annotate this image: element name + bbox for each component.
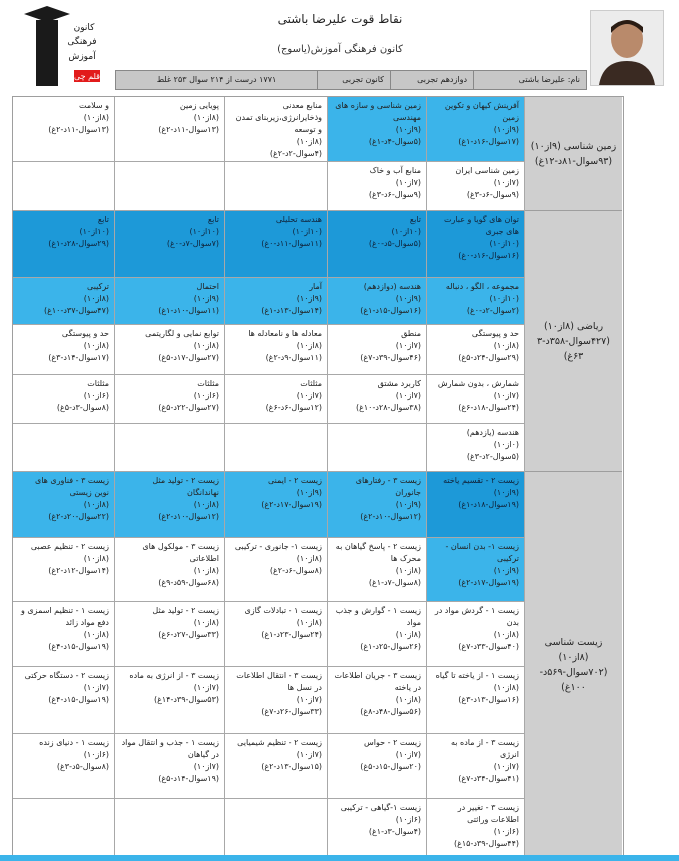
topic-score: (۸از۱۰)	[193, 341, 219, 350]
topic-cell	[427, 472, 525, 538]
topic-score: (۶از۱۰)	[395, 815, 421, 824]
topic-counts: (۱۹سوال-۱۸د-۱غ)	[458, 500, 519, 509]
topic-score: (۱۰از۱۰)	[489, 294, 519, 303]
topic-counts: (۱۷سوال-۱۶د-۱غ)	[458, 137, 519, 146]
topic-cell	[115, 424, 225, 472]
topic-counts: (۴۴سوال-۳۹د-۱۵غ)	[453, 839, 519, 848]
topic-score: (۷از۱۰)	[493, 762, 519, 771]
topic-score: (۷از۱۰)	[296, 750, 322, 759]
topic-cell	[13, 667, 115, 734]
topic-score: (۷از۱۰)	[493, 391, 519, 400]
topic-name: منابع معدنی وذخایرانرژی،زیربنای تمدن و توسعه	[235, 101, 322, 134]
topic-counts: (۶۸سوال-۵۹د-۹غ)	[158, 578, 219, 587]
topic-cell	[427, 424, 525, 472]
topic-cell	[225, 162, 328, 211]
topic-counts: (۸سوال-۷د-۱غ)	[368, 578, 421, 587]
topic-counts: (۹سوال-۶د-۳غ)	[466, 190, 519, 199]
topic-name: ترکیبی	[87, 282, 109, 291]
topic-counts: (۱۹سوال-۱۴د-۵غ)	[158, 774, 219, 783]
svg-text:قلم چی: قلم چی	[74, 72, 100, 81]
topic-score: (۷از۱۰)	[296, 695, 322, 704]
topic-score: (۷از۱۰)	[193, 683, 219, 692]
topic-name: زیست ۲ - پاسخ گیاهان به محرک ها	[335, 542, 421, 563]
topic-name: زیست ۲ - تنظیم شیمیایی	[237, 738, 322, 747]
topic-counts: (۵۳سوال-۳۹د-۱۴غ)	[153, 695, 219, 704]
topic-name: کاربرد مشتق	[377, 379, 421, 388]
topic-cell	[225, 602, 328, 667]
topic-name: احتمال	[196, 282, 219, 291]
topic-name: زیست ۳ - فناوری های نوین زیستی	[34, 476, 109, 497]
topic-cell	[427, 325, 525, 375]
topic-name: منطق	[401, 329, 421, 338]
topic-counts: (۵سوال-۴د-۱غ)	[368, 137, 421, 146]
topic-name: زیست ۳ - جریان اطلاعات در یاخته	[334, 671, 421, 692]
topic-name: هندسه (یازدهم)	[466, 428, 519, 437]
topic-counts: (۴۱سوال-۳۴د-۷غ)	[458, 774, 519, 783]
student-avatar	[590, 10, 664, 86]
student-info-bar	[115, 70, 587, 90]
topic-counts: (۹سوال-۶د-۳غ)	[368, 190, 421, 199]
topic-cell	[225, 375, 328, 424]
topic-score: (۹از۱۰)	[296, 294, 322, 303]
topic-name: زیست ۱ - تبادلات گازی	[244, 606, 322, 615]
topic-counts: (۱۲سوال-۱۰د-۲غ)	[360, 512, 421, 521]
topic-counts: (۴سوال-۳د-۱غ)	[368, 827, 421, 836]
topic-score: (۱۰از۱۰)	[391, 227, 421, 236]
topic-score: (۶از۱۰)	[83, 391, 109, 400]
topic-score: (۸از۱۰)	[193, 618, 219, 627]
page-title: نقاط قوت علیرضا باشتی	[277, 12, 403, 26]
topic-name: زمین شناسی و سازه های مهندسی	[335, 101, 421, 122]
topic-cell	[13, 799, 115, 858]
student-grade: دوازدهم تجربی	[390, 71, 473, 89]
topic-counts: (۱۶سوال-۱۳د-۳غ)	[458, 695, 519, 704]
topic-score: (۸از۱۰)	[193, 500, 219, 509]
topic-score: (۹از۱۰)	[395, 500, 421, 509]
topic-cell	[13, 97, 115, 162]
topic-name: زیست ۱ - جذب و انتقال مواد در گیاهان	[121, 738, 219, 759]
topic-name: زیست ۳ - رفتارهای جانوران	[355, 476, 421, 497]
topic-name: زیست ۲ - تولید مثل نهاندانگان	[152, 476, 219, 497]
topic-name: تابع	[97, 215, 109, 224]
topic-cell	[328, 97, 427, 162]
topic-name: زیست ۳ - انتقال اطلاعات در نسل ها	[236, 671, 322, 692]
topic-cell	[225, 424, 328, 472]
topic-cell	[13, 734, 115, 799]
topic-cell	[427, 375, 525, 424]
topic-counts: (۴سوال-۲د-۲غ)	[269, 149, 322, 158]
topic-counts: (۱۱سوال-۱۱د-۰غ)	[261, 239, 322, 248]
topic-cell	[115, 602, 225, 667]
student-field: کانون تجربی	[317, 71, 390, 89]
topic-name: زیست ۱- بدن انسان - ترکیبی	[445, 542, 519, 563]
topic-score: (۸از۱۰)	[296, 554, 322, 563]
topic-cell	[427, 799, 525, 858]
topic-score: (۸از۱۰)	[296, 341, 322, 350]
topic-name: هندسه تحلیلی	[275, 215, 322, 224]
topic-counts: (۱۶سوال-۱۵د-۱غ)	[360, 306, 421, 315]
topic-score: (۸از۱۰)	[395, 630, 421, 639]
topic-counts: (۱۹سوال-۱۵د-۴غ)	[48, 695, 109, 704]
topic-score: (۱۰از۱۰)	[292, 227, 322, 236]
overall-stats: ۱۷۷۱ درست از ۲۱۴ سوال ۲۵۳ غلط	[156, 75, 277, 84]
topic-counts: (۱۹سوال-۱۷د-۲غ)	[458, 578, 519, 587]
svg-text:فرهنگی: فرهنگی	[67, 37, 97, 47]
topic-cell	[328, 472, 427, 538]
topic-counts: (۸سوال-۶د-۲غ)	[269, 566, 322, 575]
topic-cell	[427, 278, 525, 325]
topic-name: مثلثات	[87, 379, 109, 388]
topic-cell	[328, 799, 427, 858]
topic-cell	[328, 278, 427, 325]
kanoon-logo	[14, 4, 102, 88]
topic-score: (۶از۱۰)	[83, 750, 109, 759]
topic-name: حد و پیوستگی	[61, 329, 109, 338]
topic-score: (۸از۱۰)	[296, 618, 322, 627]
topic-score: (۸از۱۰)	[83, 294, 109, 303]
topic-cell	[225, 472, 328, 538]
topic-score: (۱۰از۱۰)	[79, 227, 109, 236]
topic-score: (۸از۱۰)	[493, 683, 519, 692]
topic-counts: (۲۹سوال-۲۸د-۱غ)	[48, 239, 109, 248]
topic-cell	[13, 162, 115, 211]
topic-cell	[328, 538, 427, 602]
topic-name: زیست ۱ - گوارش و جذب مواد	[335, 606, 421, 627]
topic-cell	[13, 375, 115, 424]
topic-cell	[427, 162, 525, 211]
strengths-table	[12, 96, 624, 859]
topic-name: زیست ۲ - تنظیم عصبی	[30, 542, 109, 551]
topic-cell	[328, 162, 427, 211]
svg-text:کانون: کانون	[73, 23, 95, 33]
topic-name: حد و پیوستگی	[471, 329, 519, 338]
topic-counts: (۸سوال-۳د-۵غ)	[56, 403, 109, 412]
topic-cell	[328, 211, 427, 278]
topic-counts: (۴۷سوال-۳۷د-۱۰غ)	[43, 306, 109, 315]
topic-counts: (۵۶سوال-۴۸د-۸غ)	[360, 707, 421, 716]
topic-counts: (۱۲سوال-۱۰د-۲غ)	[158, 512, 219, 521]
topic-counts: (۳۳سوال-۲۷د-۶غ)	[158, 630, 219, 639]
topic-counts: (۱۳سوال-۱۱د-۲غ)	[158, 125, 219, 134]
topic-cell	[225, 799, 328, 858]
topic-name: پویایی زمین	[179, 101, 219, 110]
topic-counts: (۱۵سوال-۱۳د-۲غ)	[261, 762, 322, 771]
topic-name: زیست ۱- جانوری - ترکیبی	[234, 542, 322, 551]
topic-cell	[427, 734, 525, 799]
topic-counts: (۱۴سوال-۱۲د-۲غ)	[48, 566, 109, 575]
topic-counts: (۱۶سوال-۱۶د-۰غ)	[458, 251, 519, 260]
topic-counts: (۱۴سوال-۱۳د-۱غ)	[261, 306, 322, 315]
topic-counts: (۴۰سوال-۳۳د-۷غ)	[458, 642, 519, 651]
topic-name: مجموعه ، الگو ، دنباله	[445, 282, 519, 291]
topic-score: (۶از۱۰)	[193, 391, 219, 400]
topic-cell	[427, 211, 525, 278]
topic-name: توابع نمایی و لگاریتمی	[145, 329, 219, 338]
topic-score: (۸از۱۰)	[83, 554, 109, 563]
topic-cell	[115, 472, 225, 538]
topic-score: (۷از۱۰)	[193, 762, 219, 771]
topic-score: (۱۰از۱۰)	[189, 227, 219, 236]
topic-score: (۹از۱۰)	[395, 125, 421, 134]
topic-score: (۹از۱۰)	[296, 488, 322, 497]
topic-name: هندسه (دوازدهم)	[363, 282, 421, 291]
topic-name: تابع	[207, 215, 219, 224]
student-name: نام: علیرضا باشتی	[473, 71, 586, 89]
topic-name: زیست ۱ - تنظیم اسمزی و دفع مواد زائد	[20, 606, 109, 627]
topic-score: (۹از۱۰)	[193, 294, 219, 303]
topic-counts: (۱۱سوال-۱۰د-۱غ)	[158, 306, 219, 315]
topic-name: زیست ۲ - تولید مثل	[152, 606, 219, 615]
topic-score: (۸از۱۰)	[296, 137, 322, 146]
topic-name: زیست ۱ - گردش مواد در بدن	[434, 606, 519, 627]
topic-counts: (۱۷سوال-۱۴د-۳غ)	[48, 353, 109, 362]
topic-name: و سلامت	[78, 101, 109, 110]
topic-cell	[115, 211, 225, 278]
topic-cell	[115, 375, 225, 424]
topic-counts: (۳۳سوال-۲۶د-۷غ)	[261, 707, 322, 716]
topic-score: (۷از۱۰)	[395, 178, 421, 187]
topic-score: (۸از۱۰)	[83, 341, 109, 350]
topic-cell	[115, 538, 225, 602]
topic-counts: (۵سوال-۲د-۳غ)	[466, 452, 519, 461]
topic-score: (۰از۱۰)	[493, 440, 519, 449]
topic-counts: (۱۱سوال-۹د-۲غ)	[265, 353, 322, 362]
topic-name: زیست ۳ - مولکول های اطلاعاتی	[142, 542, 219, 563]
bottom-strip	[0, 855, 679, 861]
topic-cell	[13, 325, 115, 375]
topic-cell	[427, 667, 525, 734]
topic-cell	[115, 667, 225, 734]
topic-cell	[13, 538, 115, 602]
topic-cell	[115, 799, 225, 858]
topic-cell	[328, 667, 427, 734]
topic-score: (۷از۱۰)	[493, 178, 519, 187]
topic-score: (۷از۱۰)	[395, 391, 421, 400]
topic-counts: (۲۰سوال-۱۵د-۵غ)	[360, 762, 421, 771]
topic-counts: (۳۸سوال-۲۸د-۱۰غ)	[355, 403, 421, 412]
topic-cell	[115, 97, 225, 162]
page-subtitle: کانون فرهنگی آموزش(یاسوج)	[277, 44, 403, 55]
topic-name: شمارش ، بدون شمارش	[437, 379, 519, 388]
topic-score: (۹از۱۰)	[493, 488, 519, 497]
topic-name: زیست ۲ - تقسیم یاخته	[443, 476, 519, 485]
subject-label: زیست شناسی (۸از۱۰) (۷۰۲سوال-۵۶۹د- ۱۰۰غ)	[525, 472, 622, 858]
topic-name: آفرینش کیهان و تکوین زمین	[444, 101, 519, 122]
topic-counts: (۲۷سوال-۱۷د-۵غ)	[158, 353, 219, 362]
topic-counts: (۲۴سوال-۲۳د-۱غ)	[261, 630, 322, 639]
topic-score: (۹از۱۰)	[493, 566, 519, 575]
topic-cell	[225, 667, 328, 734]
topic-name: زیست ۲ - دستگاه حرکتی	[24, 671, 109, 680]
topic-cell	[225, 325, 328, 375]
topic-cell	[328, 375, 427, 424]
topic-counts: (۲۹سوال-۲۴د-۵غ)	[458, 353, 519, 362]
topic-score: (۸از۱۰)	[83, 113, 109, 122]
topic-score: (۸از۱۰)	[395, 566, 421, 575]
topic-cell	[328, 424, 427, 472]
topic-cell	[328, 602, 427, 667]
topic-name: تابع	[409, 215, 421, 224]
topic-score: (۸از۱۰)	[193, 566, 219, 575]
topic-name: مثلثات	[197, 379, 219, 388]
topic-score: (۷از۱۰)	[395, 750, 421, 759]
topic-cell	[13, 211, 115, 278]
topic-cell	[225, 734, 328, 799]
svg-text:آموزش: آموزش	[68, 52, 96, 62]
topic-cell	[115, 278, 225, 325]
topic-name: معادله ها و نامعادله ها	[248, 329, 322, 338]
topic-counts: (۲سوال-۲د-۰غ)	[466, 306, 519, 315]
topic-cell	[13, 424, 115, 472]
topic-score: (۷از۱۰)	[83, 683, 109, 692]
topic-score: (۹از۱۰)	[395, 294, 421, 303]
topic-counts: (۵سوال-۵د-۰غ)	[368, 239, 421, 248]
topic-cell	[225, 538, 328, 602]
topic-score: (۱۰از۱۰)	[489, 239, 519, 248]
topic-counts: (۱۹سوال-۱۷د-۲غ)	[261, 500, 322, 509]
topic-name: زیست ۲ - ایمنی	[267, 476, 322, 485]
topic-counts: (۲۶سوال-۲۵د-۱غ)	[360, 642, 421, 651]
topic-score: (۸از۱۰)	[493, 630, 519, 639]
topic-score: (۷از۱۰)	[395, 341, 421, 350]
topic-counts: (۷سوال-۷د-۰غ)	[166, 239, 219, 248]
topic-counts: (۱۹سوال-۱۵د-۴غ)	[48, 642, 109, 651]
subject-label: زمین شناسی (۹از۱۰) (۹۳سوال-۸۱د-۱۲غ)	[525, 97, 622, 211]
topic-score: (۸از۱۰)	[193, 113, 219, 122]
topic-score: (۷از۱۰)	[296, 391, 322, 400]
topic-score: (۸از۱۰)	[493, 341, 519, 350]
topic-name: زیست ۳ - از ماده به انرژی	[450, 738, 519, 759]
subject-label: ریاضی (۸از۱۰) (۴۲۷سوال-۳۵۸د-۳ ۶۳غ)	[525, 211, 622, 472]
topic-cell	[115, 162, 225, 211]
topic-score: (۶از۱۰)	[493, 827, 519, 836]
topic-name: زیست ۱ - دنیای زنده	[39, 738, 109, 747]
topic-cell	[13, 472, 115, 538]
topic-name: منابع آب و خاک	[369, 166, 421, 175]
topic-cell	[427, 602, 525, 667]
topic-name: زیست ۱-گیاهی - ترکیبی	[340, 803, 421, 812]
topic-name: زیست ۱ - از یاخته تا گیاه	[435, 671, 519, 680]
topic-cell	[427, 538, 525, 602]
topic-cell	[427, 97, 525, 162]
topic-cell	[328, 734, 427, 799]
topic-cell	[328, 325, 427, 375]
topic-counts: (۲۲سوال-۲۰د-۲غ)	[48, 512, 109, 521]
topic-counts: (۲۴سوال-۱۸د-۶غ)	[458, 403, 519, 412]
topic-score: (۹از۱۰)	[493, 125, 519, 134]
topic-score: (۸از۱۰)	[83, 500, 109, 509]
topic-cell	[225, 278, 328, 325]
topic-cell	[225, 97, 328, 162]
topic-counts: (۸سوال-۵د-۳غ)	[56, 762, 109, 771]
topic-counts: (۴۶سوال-۳۹د-۷غ)	[360, 353, 421, 362]
topic-name: آمار	[309, 282, 322, 291]
topic-name: مثلثات	[300, 379, 322, 388]
topic-name: توان های گویا و عبارت های جبری	[443, 215, 519, 236]
topic-cell	[115, 325, 225, 375]
topic-name: زیست ۳ - تغییر در اطلاعات وراثتی	[457, 803, 519, 824]
topic-score: (۸از۱۰)	[83, 630, 109, 639]
topic-name: زمین شناسی ایران	[455, 166, 519, 175]
topic-counts: (۲۷سوال-۲۲د-۵غ)	[158, 403, 219, 412]
topic-cell	[13, 602, 115, 667]
topic-cell	[225, 211, 328, 278]
topic-counts: (۱۲سوال-۶د-۶غ)	[265, 403, 322, 412]
topic-score: (۸از۱۰)	[395, 695, 421, 704]
topic-counts: (۱۳سوال-۱۱د-۲غ)	[48, 125, 109, 134]
topic-name: زیست ۳ - از انرژی به ماده	[129, 671, 219, 680]
topic-name: زیست ۲ - حواس	[364, 738, 421, 747]
topic-cell	[115, 734, 225, 799]
topic-cell	[13, 278, 115, 325]
